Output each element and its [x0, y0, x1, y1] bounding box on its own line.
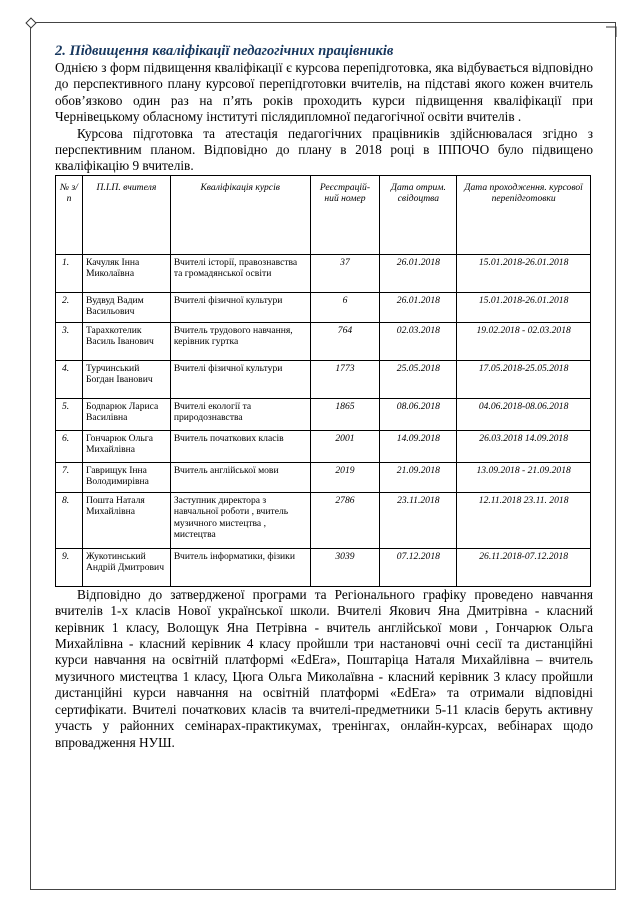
certificate-date: 21.09.2018 — [380, 462, 457, 492]
table-row — [56, 548, 591, 586]
certificate-date: 26.01.2018 — [380, 254, 457, 292]
course-dates: 15.01.2018-26.01.2018 — [457, 292, 591, 322]
teacher-name: Вудвуд Вадим Васильович — [82, 292, 170, 322]
qualification: Вчителі екології та природознавства — [170, 398, 310, 430]
section-heading: 2. Підвищення кваліфікації педагогічних працівників — [55, 43, 394, 59]
corner-ornament-right — [605, 26, 617, 38]
certificate-date: 07.12.2018 — [380, 548, 457, 586]
course-dates: 19.02.2018 - 02.03.2018 — [457, 322, 591, 360]
table-row — [56, 398, 591, 430]
header-qualification: Кваліфікація курсів — [170, 175, 310, 254]
row-number: 4. — [56, 360, 83, 398]
qualification: Вчитель інформатики, фізики — [170, 548, 310, 586]
row-number: 6. — [56, 430, 83, 462]
teacher-name: Бодnарюк Лариса Василівна — [82, 398, 170, 430]
registration-number: 3039 — [310, 548, 380, 586]
certificate-date: 02.03.2018 — [380, 322, 457, 360]
document-body — [55, 42, 593, 751]
table-row — [56, 292, 591, 322]
teacher-name: Турчинський Богдан Іванович — [82, 360, 170, 398]
registration-number: 2019 — [310, 462, 380, 492]
registration-number: 1865 — [310, 398, 380, 430]
course-dates: 04.06.2018-08.06.2018 — [457, 398, 591, 430]
qualification: Заступник директора з навчальної роботи , вчитель музичного мистецтва , мистецтва — [170, 492, 310, 548]
course-dates: 26.03.2018 14.09.2018 — [457, 430, 591, 462]
qualification: Вчителі фізичної культури — [170, 360, 310, 398]
paragraph-1: Однією з форм підвищення кваліфікації є курсова перепідготовка, яка відбувається відповідно до перспективного плану курсової перепідготовки вчителів, на підставі якого кожен вчитель обов’язково один раз на п’ять років проходить курси підвищення кваліфікації при Чернівецькому обласному інституті післядипломної педагогічної освіти вчителів . — [55, 60, 593, 125]
row-number: 2. — [56, 292, 83, 322]
course-dates: 12.11.2018 23.11. 2018 — [457, 492, 591, 548]
certificate-date: 08.06.2018 — [380, 398, 457, 430]
qualification: Вчитель початкових класів — [170, 430, 310, 462]
header-name: П.І.П. вчителя — [82, 175, 170, 254]
table-row — [56, 462, 591, 492]
row-number: 5. — [56, 398, 83, 430]
table-row — [56, 360, 591, 398]
teacher-name: Гаврищук Інна Володимирівна — [82, 462, 170, 492]
qualification: Вчителі фізичної культури — [170, 292, 310, 322]
table-row — [56, 254, 591, 292]
row-number: 3. — [56, 322, 83, 360]
header-certificate-date: Дата отрим. свідоцтва — [380, 175, 457, 254]
qualification: Вчитель англійської мови — [170, 462, 310, 492]
row-number: 8. — [56, 492, 83, 548]
course-dates: 13.09.2018 - 21.09.2018 — [457, 462, 591, 492]
header-number: № з/п — [56, 175, 83, 254]
certificate-date: 25.05.2018 — [380, 360, 457, 398]
row-number: 7. — [56, 462, 83, 492]
certificate-date: 26.01.2018 — [380, 292, 457, 322]
qualification: Вчитель трудового навчання, керівник гуртка — [170, 322, 310, 360]
registration-number: 1773 — [310, 360, 380, 398]
qualification: Вчителі історії, правознавства та громадянської освіти — [170, 254, 310, 292]
table-row — [56, 322, 591, 360]
paragraph-2: Курсова підготовка та атестація педагогічних працівників здійснювалася згідно з перспективним планом. Відповідно до плану в 2018 році в ІППОЧО було підвищено кваліфікацію 9 вчителів. — [55, 125, 593, 174]
table-header-row — [56, 175, 591, 254]
certificate-date: 14.09.2018 — [380, 430, 457, 462]
row-number: 9. — [56, 548, 83, 586]
teacher-name: Качуляк Інна Миколаївна — [82, 254, 170, 292]
table-row — [56, 492, 591, 548]
teacher-name: Тарахкотелик Василь Іванович — [82, 322, 170, 360]
table-row — [56, 430, 591, 462]
registration-number: 37 — [310, 254, 380, 292]
course-dates: 26.11.2018-07.12.2018 — [457, 548, 591, 586]
header-registration: Реєстрацій-ний номер — [310, 175, 380, 254]
teacher-name: Гончарюк Ольга Михайлівна — [82, 430, 170, 462]
teacher-name: Пошта Наталя Михайлівна — [82, 492, 170, 548]
registration-number: 764 — [310, 322, 380, 360]
qualification-table — [55, 175, 591, 587]
registration-number: 2786 — [310, 492, 380, 548]
row-number: 1. — [56, 254, 83, 292]
header-course-dates: Дата проходження. курсової перепідготовки — [457, 175, 591, 254]
paragraph-3: Відповідно до затвердженої програми та Регіонального графіку проведено навчання вчителів 1-х класів Нової української школи. Вчителі Якович Яна Дмитрівна - класний керівник 1 класу, Волощук Яна Петрівна - вчитель англійської мови , Гончарюк Ольга Михайлівна - класний керівник 4 класу пройшли три настановчі очні сесії та дистанційні курси навчання на освітній платформі «EdEra», Поштаріца Наталя Михайлівна – вчитель музичного мистецтва 1 класу, Цюга Ольга Миколаївна - класний керівник 3 класу пройшли дистанційні курси навчання на освітній платформі «EdEra» та отримали відповідні сертифікати. Вчителі початкових класів та вчителі-предметники 5-11 класів беруть активну участь у районних семінарах-практикумах, тренінгах, онлайн-курсах, вебінарах щодо впровадження НУШ. — [55, 586, 593, 750]
teacher-name: Жукотинський Андрій Дмитрович — [82, 548, 170, 586]
registration-number: 6 — [310, 292, 380, 322]
registration-number: 2001 — [310, 430, 380, 462]
certificate-date: 23.11.2018 — [380, 492, 457, 548]
course-dates: 15.01.2018-26.01.2018 — [457, 254, 591, 292]
course-dates: 17.05.2018-25.05.2018 — [457, 360, 591, 398]
